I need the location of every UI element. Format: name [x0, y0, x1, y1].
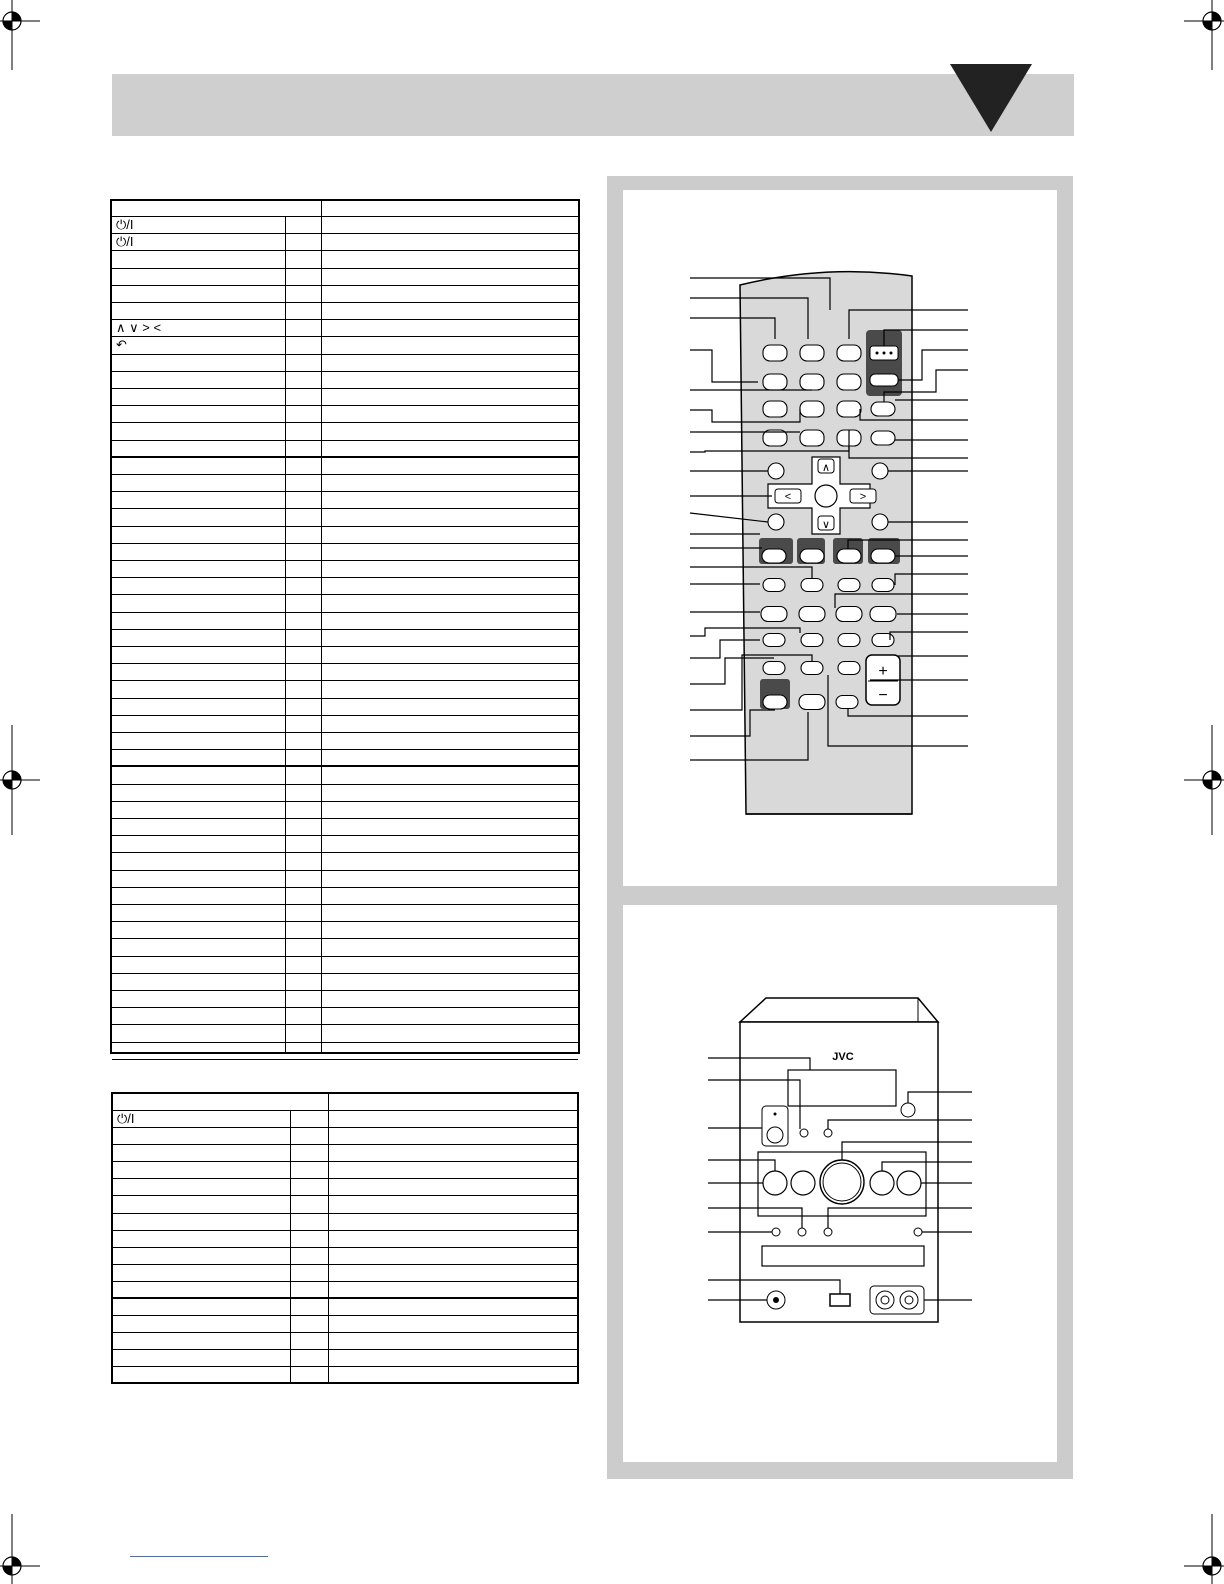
cursor-arrows-symbol: ∧ ∨ > <	[116, 320, 162, 336]
header-divider-mask	[284, 201, 287, 216]
table-row	[113, 1282, 577, 1299]
remote-key	[763, 695, 787, 709]
table-row	[112, 888, 578, 905]
table-row	[113, 1248, 577, 1265]
table-row	[112, 578, 578, 595]
table-row	[113, 1231, 577, 1248]
remote-key	[836, 607, 862, 622]
remote-key	[801, 662, 823, 675]
table-row	[112, 922, 578, 939]
volume-minus-label: −	[878, 687, 888, 704]
remote-key	[837, 345, 861, 361]
table-row	[113, 1111, 577, 1128]
table-row	[112, 234, 578, 251]
table-row	[112, 1025, 578, 1042]
table-row	[112, 303, 578, 320]
table-row	[112, 664, 578, 681]
registration-mark-icon	[1184, 0, 1224, 70]
cursor-up-label: ∧	[821, 462, 831, 474]
remote-key	[872, 634, 894, 647]
table-row	[113, 1265, 577, 1282]
remote-round-key	[768, 514, 784, 530]
remote-key	[763, 579, 785, 592]
table-row	[112, 492, 578, 509]
registration-mark-icon	[0, 0, 40, 70]
table-row	[112, 802, 578, 819]
remote-key	[762, 549, 786, 563]
table-row	[112, 991, 578, 1008]
remote-key	[837, 401, 861, 417]
table-row	[112, 217, 578, 234]
table-row	[113, 1350, 577, 1367]
table-row	[112, 853, 578, 870]
table-row	[112, 286, 578, 303]
table-row	[112, 355, 578, 372]
table-row	[112, 733, 578, 750]
table-row	[112, 699, 578, 716]
remote-key	[837, 549, 861, 563]
main-unit-illustration	[623, 905, 1057, 1462]
table-row	[112, 905, 578, 922]
registration-mark-icon	[0, 725, 40, 835]
table-row	[113, 1368, 577, 1385]
table-row	[112, 475, 578, 492]
table-row	[112, 406, 578, 423]
cursor-right-label: >	[859, 491, 867, 503]
footer-link-underline	[130, 1556, 268, 1557]
table-row	[112, 716, 578, 733]
table-row	[113, 1145, 577, 1162]
remote-key	[799, 607, 825, 622]
table-row	[112, 389, 578, 406]
table-row	[112, 1043, 578, 1060]
remote-key	[761, 607, 787, 622]
table-row	[112, 544, 578, 561]
remote-key	[838, 634, 860, 647]
table-row	[112, 939, 578, 956]
remote-key	[871, 402, 895, 416]
table-row	[112, 647, 578, 664]
remote-key	[800, 549, 824, 563]
return-symbol: ↶	[116, 337, 127, 353]
table-row	[113, 1179, 577, 1196]
remote-key	[838, 662, 860, 675]
table-row	[112, 527, 578, 544]
table-row	[112, 974, 578, 991]
remote-key	[800, 374, 824, 390]
table-row	[112, 595, 578, 612]
registration-mark-icon	[1184, 725, 1224, 835]
remote-key	[837, 374, 861, 390]
table-row	[113, 1162, 577, 1179]
remote-key	[871, 549, 895, 563]
table-row	[112, 767, 578, 784]
remote-key	[871, 431, 895, 445]
table-row	[112, 613, 578, 630]
table-row	[112, 681, 578, 698]
cursor-down-label: ∨	[821, 519, 831, 531]
table-row	[113, 1214, 577, 1231]
table-row	[112, 836, 578, 853]
table-row	[112, 251, 578, 268]
table-row	[112, 630, 578, 647]
remote-key	[763, 662, 785, 675]
remote-control-illustration	[623, 190, 1057, 886]
table-header-row	[112, 201, 578, 217]
main-unit-table	[111, 1092, 579, 1384]
table-row	[113, 1197, 577, 1214]
header-divider-mask	[289, 1094, 292, 1110]
table-header-row	[113, 1094, 577, 1111]
table-row	[113, 1299, 577, 1316]
table-row	[112, 1008, 578, 1025]
section-header-bar	[112, 74, 1074, 136]
remote-round-key	[872, 463, 888, 479]
power-symbol: ⏻/I	[117, 1111, 135, 1126]
table-row	[112, 561, 578, 578]
remote-key	[836, 696, 858, 709]
cursor-left-label: <	[784, 491, 792, 503]
remote-key	[800, 401, 824, 417]
remote-key	[800, 430, 824, 446]
power-symbol: ⏻/I	[116, 217, 134, 232]
remote-key	[872, 579, 894, 592]
table-row	[113, 1316, 577, 1333]
remote-key	[870, 607, 896, 622]
remote-key	[763, 401, 787, 417]
remote-key	[801, 634, 823, 647]
registration-mark-icon	[1184, 1514, 1224, 1584]
table-row	[112, 441, 578, 458]
table-row	[112, 337, 578, 354]
table-row	[112, 785, 578, 802]
table-row	[112, 750, 578, 767]
remote-key	[799, 695, 825, 710]
brand-logo: JVC	[832, 1051, 854, 1063]
remote-key	[800, 345, 824, 361]
remote-key	[763, 374, 787, 390]
power-symbol: ⏻/I	[116, 234, 134, 250]
table-row	[112, 423, 578, 440]
remote-key	[838, 579, 860, 592]
remote-control-table	[110, 199, 580, 1054]
page-turn-triangle-icon	[950, 60, 1074, 140]
table-row	[113, 1333, 577, 1350]
table-row	[112, 957, 578, 974]
remote-key	[763, 345, 787, 361]
volume-plus-label: +	[878, 663, 888, 680]
table-row	[113, 1128, 577, 1145]
remote-key	[763, 634, 785, 647]
registration-mark-icon	[0, 1514, 40, 1584]
table-row	[112, 819, 578, 836]
remote-key	[801, 579, 823, 592]
table-row	[112, 458, 578, 475]
table-row	[112, 372, 578, 389]
table-row	[112, 269, 578, 286]
remote-round-key	[768, 463, 784, 479]
table-row	[112, 320, 578, 337]
table-row	[112, 509, 578, 526]
remote-round-key	[872, 514, 888, 530]
table-row	[112, 871, 578, 888]
